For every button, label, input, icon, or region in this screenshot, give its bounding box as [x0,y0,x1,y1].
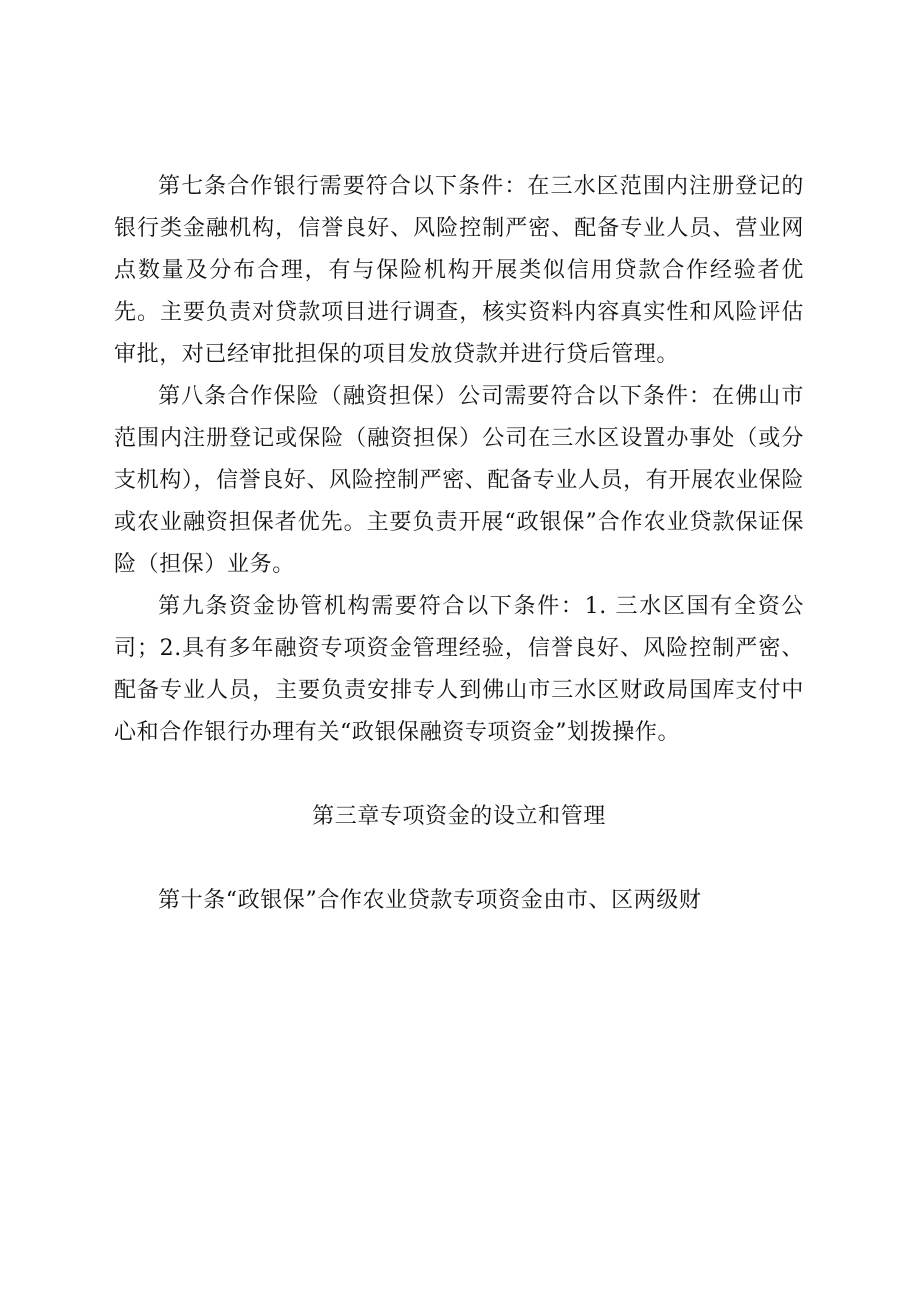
article-10-paragraph: 第十条“政银保”合作农业贷款专项资金由市、区两级财 [158,888,702,913]
article-8-paragraph: 第八条合作保险（融资担保）公司需要符合以下条件：在佛山市范围内注册登记或保险（融资担保）公司在三水区设置办事处（或分支机构），信誉良好、风险控制严密、配备专业人员，有开展农业保险或农业融资担保者优先。主要负责开展“政银保”合作农业贷款保证保险（担保）业务。 [114,384,804,577]
article-7-paragraph: 第七条合作银行需要符合以下条件：在三水区范围内注册登记的银行类金融机构，信誉良好、风险控制严密、配备专业人员、营业网点数量及分布合理，有与保险机构开展类似信用贷款合作经验者优先。主要负责对贷款项目进行调查，核实资料内容真实性和风险评估审批，对已经审批担保的项目发放贷款并进行贷后管理。 [114,174,804,367]
article-9-paragraph: 第九条资金协管机构需要符合以下条件：1. 三水区国有全资公司；2.具有多年融资专项资金管理经验，信誉良好、风险控制严密、配备专业人员，主要负责安排专人到佛山市三水区财政局国库支付中心和合作银行办理有关“政银保融资专项资金”划拨操作。 [114,594,804,745]
document-body [114,166,804,922]
chapter-heading: 第三章专项资金的设立和管理 [312,804,606,829]
